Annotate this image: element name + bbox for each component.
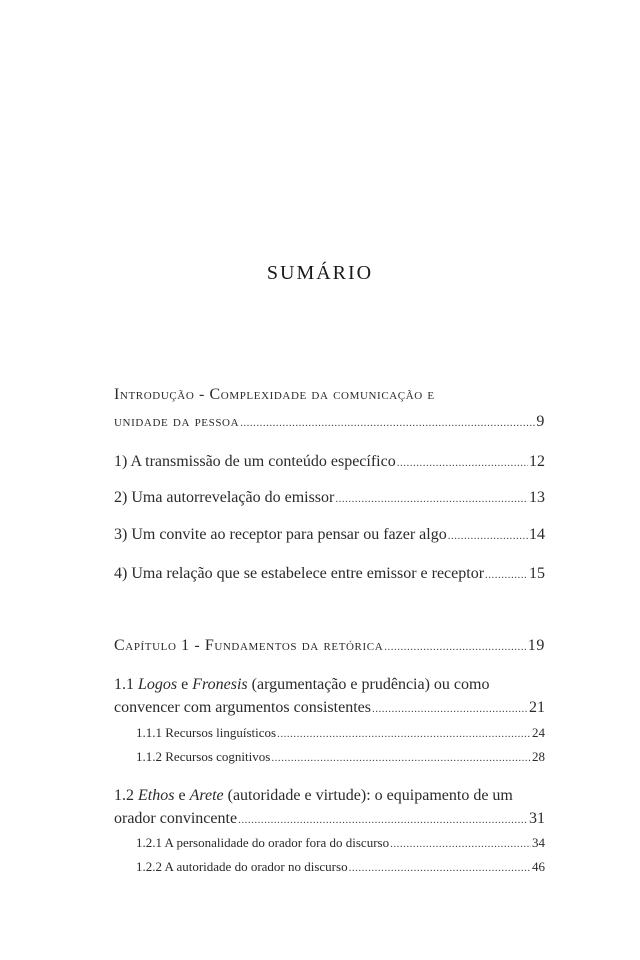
toc-page-number: 31: [529, 810, 545, 827]
section-term: Fronesis: [192, 676, 248, 693]
toc-page-number: 46: [532, 859, 545, 874]
toc-item-label: 2) Uma autorrevelação do emissor: [114, 489, 335, 506]
toc-page-number: 28: [532, 749, 545, 764]
toc-subsection-label: 1.1.1 Recursos linguísticos: [136, 725, 277, 740]
toc-page-number: 12: [529, 453, 545, 470]
toc-page-number: 15: [529, 565, 545, 582]
toc-subsection-label: 1.2.1 A personalidade do orador fora do discurso: [136, 835, 390, 850]
section-conjunction: e: [181, 676, 189, 693]
section-title-rest: (autoridade e virtude): o equipamento de um: [227, 787, 513, 804]
toc-item-label: 1) A transmissão de um conteúdo específico: [114, 453, 396, 470]
toc-item-4[interactable]: [114, 565, 545, 583]
section-number: 1.2: [114, 787, 134, 804]
section-title-rest: (argumentação e prudência) ou como: [251, 676, 490, 693]
toc-subsection-label: 1.2.2 A autoridade do orador no discurso: [136, 859, 348, 874]
toc-chapter-label: Capítulo 1 - Fundamentos da retórica: [114, 637, 384, 654]
dot-leader: [271, 752, 531, 764]
page-title: SUMÁRIO: [266, 262, 374, 284]
toc-page-number: 24: [532, 725, 545, 740]
toc-page-number: 9: [536, 413, 545, 430]
toc-section-1-1-line1: [114, 676, 545, 694]
toc-item-label: 3) Um convite ao receptor para pensar ou fazer algo: [114, 526, 447, 543]
toc-section-1-2[interactable]: [114, 810, 545, 828]
toc-section-1-1-1[interactable]: [136, 725, 545, 741]
dot-leader: [277, 728, 531, 740]
toc-section-1-2-line1: [114, 787, 545, 805]
dot-leader: [390, 838, 531, 850]
section-conjunction: e: [178, 787, 186, 804]
dot-leader: [349, 862, 531, 874]
toc-section-1-2-2[interactable]: [136, 859, 545, 875]
toc-intro-line2: unidade da pessoa: [114, 413, 240, 430]
section-term: Arete: [189, 787, 224, 804]
dot-leader: [240, 417, 535, 429]
dot-leader: [448, 530, 528, 542]
toc-intro-line1: Introdução - Complexidade da comunicação e: [114, 386, 435, 403]
toc-section-label: convencer com argumentos consistentes: [114, 699, 371, 716]
dot-leader: [485, 569, 528, 581]
toc-section-label: orador convincente: [114, 810, 238, 827]
toc-item-label: 4) Uma relação que se estabelece entre emissor e receptor: [114, 565, 485, 582]
dot-leader: [384, 641, 527, 653]
toc-page-number: 19: [527, 637, 545, 654]
toc-item-2[interactable]: [114, 489, 545, 507]
dot-leader: [397, 457, 528, 469]
toc-intro[interactable]: [114, 413, 545, 431]
dot-leader: [372, 703, 528, 715]
toc-item-1[interactable]: [114, 453, 545, 471]
toc-chapter-1[interactable]: [114, 637, 545, 655]
toc-page-number: 13: [529, 489, 545, 506]
section-term: Logos: [138, 676, 178, 693]
toc-subsection-label: 1.1.2 Recursos cognitivos: [136, 749, 271, 764]
toc-page-number: 34: [532, 835, 545, 850]
dot-leader: [335, 493, 528, 505]
toc-section-1-1-2[interactable]: [136, 749, 545, 765]
toc-section-1-1[interactable]: [114, 699, 545, 717]
toc-item-3[interactable]: [114, 526, 545, 544]
dot-leader: [238, 814, 528, 826]
toc-page-number: 14: [529, 526, 545, 543]
section-number: 1.1: [114, 676, 134, 693]
toc-page-number: 21: [529, 699, 545, 716]
section-term: Ethos: [138, 787, 175, 804]
toc-section-1-2-1[interactable]: [136, 835, 545, 851]
